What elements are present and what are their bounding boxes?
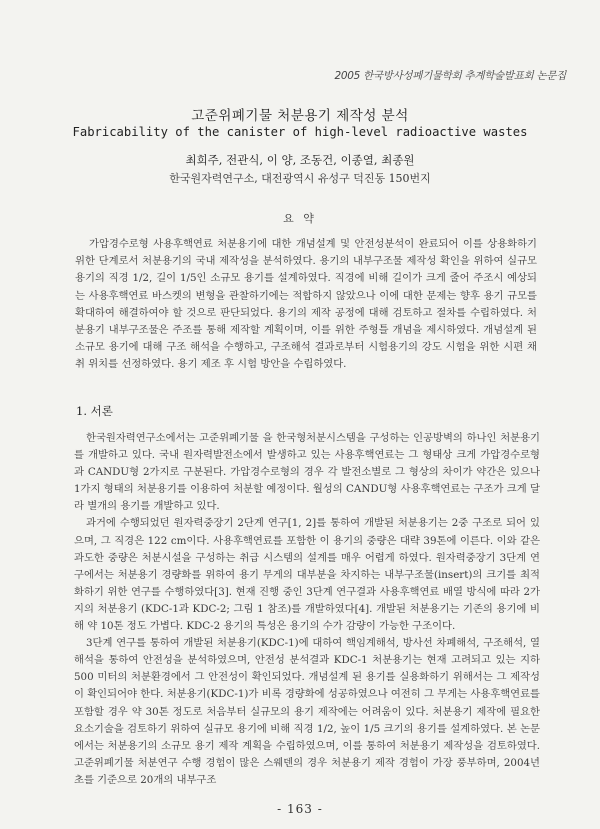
paper-title-korean: 고준위폐기물 처분용기 제작성 분석 — [191, 108, 409, 124]
paper-title-english: Fabricability of the canister of high-level radioactive wastes — [72, 125, 528, 139]
page-number: - 163 - — [277, 802, 323, 816]
section-heading-introduction: 1. 서론 — [76, 404, 113, 418]
introduction-body — [74, 430, 540, 789]
author-affiliation: 한국원자력연구소, 대전광역시 유성구 덕진동 150번지 — [169, 172, 431, 185]
paragraph: 3단계 연구를 통하여 개발된 처분용기(KDC-1)에 대하여 핵임계해석, 방사선 차폐해석, 구조해석, 열해석을 통하여 안전성을 분석하였으며, 안전성 분석결과 KDC-1 처분용기는 현재 고려되고 있는 지하 500 미터의 처분환경에서 그 안전성이 확인되었다. 개념설계 된 용기를 실용화하기 위해서는 그 제작성이 확인되어야 한다. 처분용기(KDC-1)가 비록 경량화에 성공하였으나 여전히 그 무게는 사용후핵연료를 포함할 경우 약 30톤 정도로 처음부터 실규모의 용기 제작에는 어려움이 있다. 처분용기 제작에 필요한 요소기술을 검토하기 위하여 실규모 용기에 비해 직경 1/2, 높이 1/5 크기의 용기를 설계하였다. 본 논문에서는 처분용기의 소규모 용기 제작 계획을 수립하였으며, 이를 통하여 처분용기 제작성을 검토하였다. 고준위폐기물 처분연구 수행 경험이 많은 스웨덴의 경우 처분용기 제작 경험이 가장 풍부하며, 2004년 초를 기준으로 20개의 내부구조 — [74, 637, 540, 786]
paragraph: 한국원자력연구소에서는 고준위폐기물 을 한국형처분시스템을 구성하는 인공방벽의 하나인 처분용기를 개발하고 있다. 국내 원자력발전소에서 발생하고 있는 사용후핵연료는 그 형태상 크게 가압경수로형과 CANDU형 2가지로 구분된다. 가압경수로형의 경우 각 발전소별로 그 형상의 차이가 약간은 있으나 1가지 형태의 처분용기를 이용하여 처분할 예정이다. 월성의 CANDU형 사용후핵연료는 구조가 크게 달라 별개의 용기를 개발하고 있다. — [74, 432, 540, 513]
abstract-heading: 요 약 — [283, 212, 317, 225]
paragraph: 과거에 수행되었던 원자력중장기 2단계 연구[1, 2]를 통하여 개발된 처분용기는 2중 구조로 되어 있으며, 그 직경은 122 cm이다. 사용후핵연료를 포함한 이 용기의 중량은 대략 39톤에 이른다. 이와 같은 과도한 중량은 처분시설을 구성하는 취급 시스템의 설계를 매우 어렵게 하였다. 원자력중장기 3단계 연구에서는 처분용기 경량화를 위하여 용기 무게의 대부분을 차지하는 내부구조물(insert)의 크기를 최적화하기 위한 연구를 수행하였다[3]. 현재 진행 중인 3단계 연구결과 사용후핵연료 배열 방식에 따라 2가지의 처분용기 (KDC-1과 KDC-2; 그림 1 참조)를 개발하였다[4]. 개발된 처분용기는 기존의 용기에 비해 약 10톤 정도 가볍다. KDC-2 용기의 특성은 용기의 수가 감량이 가능한 구조이다. — [74, 517, 540, 633]
abstract-text: 가압경수로형 사용후핵연료 처분용기에 대한 개념설계 및 안전성분석이 완료되어 이를 상용화하기 위한 단계로서 처분용기의 국내 제작성을 분석하였다. 용기의 내부구조물 제작성 확인을 위하여 실규모 용기의 직경 1/2, 길이 1/5인 소규모 용기를 설계하였다. 직경에 비해 길이가 크게 줄어 주조시 예상되는 사용후핵연료 바스켓의 변형을 관찰하기에는 적합하지 않았으나 이에 대한 문제는 향후 용기 규모를 확대하여 해결하여야 할 것으로 판단되었다. 용기의 제작 공정에 대해 검토하고 절차를 수립하였다. 처분용기 내부구조물은 주조를 통해 제작할 계획이며, 이를 위한 주형틀 개념을 제시하였다. 개념설계 된 소규모 용기에 대해 구조 해석을 수행하고, 구조해석 결과로부터 시험용기의 강도 시험을 위한 시편 채취 위치를 선정하였다. 용기 제조 후 시험 방안을 수립하였다. — [75, 238, 537, 371]
author-list: 최희주, 전관식, 이 양, 조동건, 이종열, 최종원 — [185, 153, 415, 167]
running-header: 2005 한국방사성폐기물학회 추계학술발표회 논문집 — [334, 70, 566, 82]
